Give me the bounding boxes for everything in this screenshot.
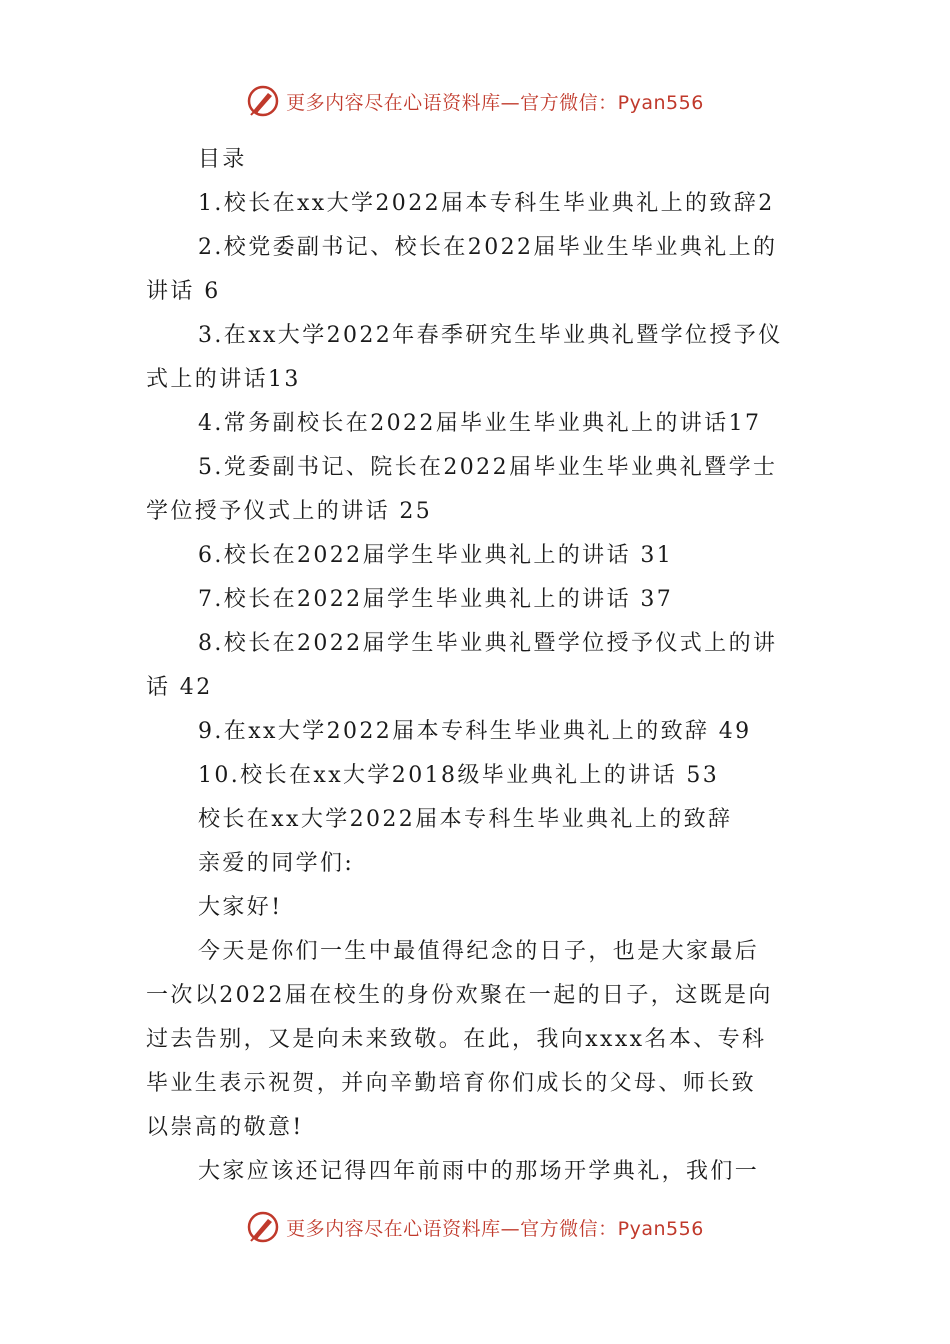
pen-logo-icon (246, 84, 280, 118)
toc-entry-continuation: 式上的讲话13 (146, 367, 301, 392)
speech-salutation: 亲爱的同学们: (198, 851, 355, 876)
paragraph-line: 大家应该还记得四年前雨中的那场开学典礼，我们一 (198, 1159, 760, 1184)
toc-entry-continuation: 话 42 (146, 675, 213, 700)
toc-title: 目录 (198, 147, 247, 172)
speech-greeting: 大家好! (198, 895, 283, 920)
toc-entry: 5.党委副书记、院长在2022届毕业生毕业典礼暨学士 (198, 455, 778, 480)
toc-entry-continuation: 讲话 6 (146, 279, 221, 304)
toc-entry-continuation: 学位授予仪式上的讲话 25 (146, 499, 433, 524)
footer-banner-text: 更多内容尽在心语资料库—官方微信：Pyan556 (286, 1217, 704, 1240)
paragraph-line: 今天是你们一生中最值得纪念的日子，也是大家最后 (198, 939, 760, 964)
toc-entry: 4.常务副校长在2022届毕业生毕业典礼上的讲话17 (198, 411, 762, 436)
paragraph-line: 以崇高的敬意! (146, 1115, 304, 1140)
toc-entry: 1.校长在xx大学2022届本专科生毕业典礼上的致辞2 (198, 191, 775, 216)
paragraph-line: 一次以2022届在校生的身份欢聚在一起的日子，这既是向 (146, 983, 773, 1008)
toc-entry: 3.在xx大学2022年春季研究生毕业典礼暨学位授予仪 (198, 323, 783, 348)
toc-entry: 9.在xx大学2022届本专科生毕业典礼上的致辞 49 (198, 719, 752, 744)
header-banner-text: 更多内容尽在心语资料库—官方微信：Pyan556 (286, 91, 704, 114)
header-banner (0, 84, 950, 118)
paragraph-line: 过去告别，又是向未来致敬。在此，我向xxxx名本、专科 (146, 1027, 767, 1052)
document-body (146, 138, 806, 1194)
toc-entry: 7.校长在2022届学生毕业典礼上的讲话 37 (198, 587, 674, 612)
toc-entry: 6.校长在2022届学生毕业典礼上的讲话 31 (198, 543, 674, 568)
pen-logo-icon (246, 1210, 280, 1244)
paragraph-line: 毕业生表示祝贺，并向辛勤培育你们成长的父母、师长致 (146, 1071, 757, 1096)
toc-entry: 8.校长在2022届学生毕业典礼暨学位授予仪式上的讲 (198, 631, 778, 656)
footer-banner (0, 1210, 950, 1244)
toc-entry: 10.校长在xx大学2018级毕业典礼上的讲话 53 (198, 763, 720, 788)
speech-title: 校长在xx大学2022届本专科生毕业典礼上的致辞 (198, 807, 733, 832)
toc-entry: 2.校党委副书记、校长在2022届毕业生毕业典礼上的 (198, 235, 778, 260)
